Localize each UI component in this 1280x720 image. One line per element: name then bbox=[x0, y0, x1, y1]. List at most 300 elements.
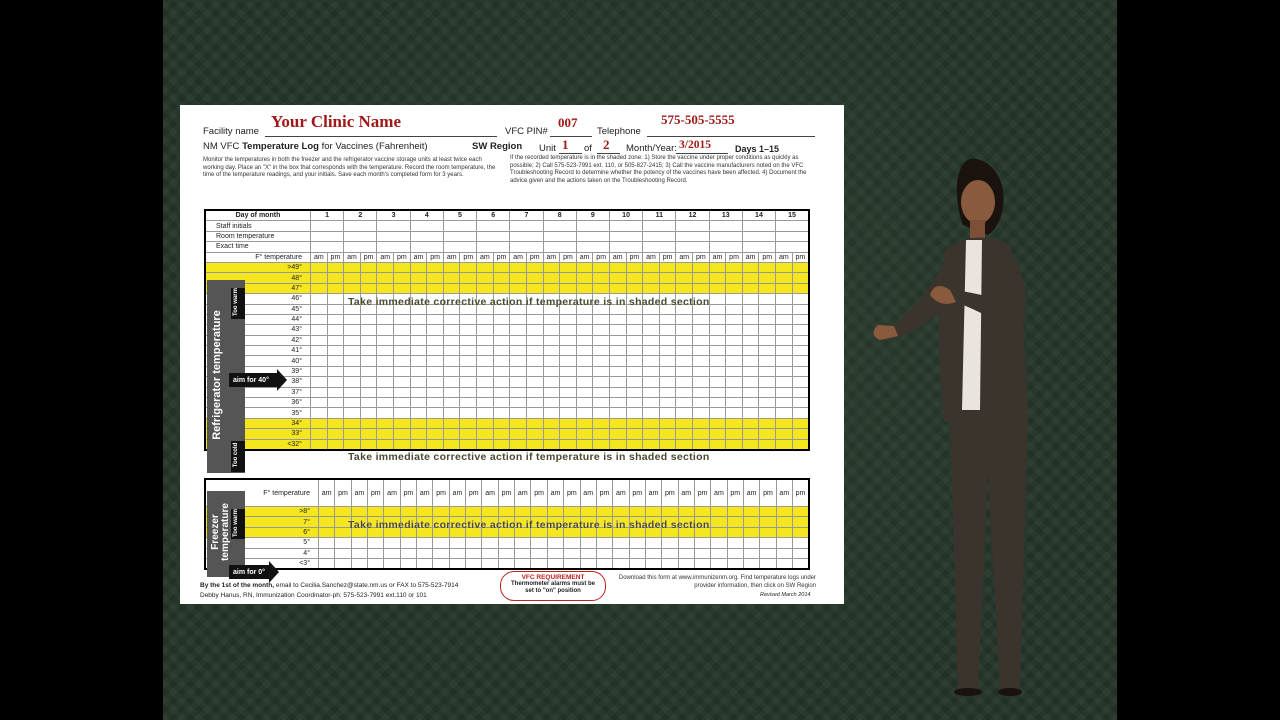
temp-cell[interactable] bbox=[344, 346, 361, 356]
temp-cell[interactable] bbox=[493, 314, 510, 324]
temp-cell[interactable] bbox=[311, 398, 328, 408]
temp-cell[interactable] bbox=[726, 387, 743, 397]
temp-cell[interactable] bbox=[742, 283, 759, 293]
temp-cell[interactable] bbox=[510, 398, 527, 408]
temp-cell[interactable] bbox=[344, 387, 361, 397]
temp-cell[interactable] bbox=[593, 418, 610, 428]
freezer-temp-cell[interactable] bbox=[482, 507, 498, 517]
entry-cell[interactable] bbox=[576, 242, 609, 252]
entry-cell[interactable] bbox=[477, 242, 510, 252]
freezer-temp-cell[interactable] bbox=[433, 507, 449, 517]
temp-cell[interactable] bbox=[776, 429, 793, 439]
temp-cell[interactable] bbox=[344, 418, 361, 428]
temp-cell[interactable] bbox=[643, 366, 660, 376]
temp-cell[interactable] bbox=[659, 366, 676, 376]
temp-cell[interactable] bbox=[526, 387, 543, 397]
temp-cell[interactable] bbox=[609, 408, 626, 418]
temp-cell[interactable] bbox=[344, 283, 361, 293]
temp-cell[interactable] bbox=[593, 408, 610, 418]
freezer-temp-cell[interactable] bbox=[613, 558, 629, 569]
temp-cell[interactable] bbox=[543, 366, 560, 376]
temp-cell[interactable] bbox=[560, 439, 577, 450]
temp-cell[interactable] bbox=[410, 398, 427, 408]
temp-cell[interactable] bbox=[477, 262, 494, 272]
temp-cell[interactable] bbox=[526, 356, 543, 366]
temp-cell[interactable] bbox=[477, 366, 494, 376]
freezer-temp-cell[interactable] bbox=[743, 548, 759, 558]
temp-cell[interactable] bbox=[443, 273, 460, 283]
temp-cell[interactable] bbox=[360, 346, 377, 356]
temp-cell[interactable] bbox=[427, 283, 444, 293]
freezer-temp-cell[interactable] bbox=[662, 507, 678, 517]
temp-cell[interactable] bbox=[493, 408, 510, 418]
freezer-temp-cell[interactable] bbox=[792, 527, 809, 537]
freezer-temp-cell[interactable] bbox=[792, 507, 809, 517]
freezer-temp-cell[interactable] bbox=[319, 507, 335, 517]
temp-cell[interactable] bbox=[576, 314, 593, 324]
temp-cell[interactable] bbox=[460, 418, 477, 428]
freezer-temp-cell[interactable] bbox=[760, 548, 776, 558]
temp-cell[interactable] bbox=[311, 377, 328, 387]
temp-cell[interactable] bbox=[709, 429, 726, 439]
temp-cell[interactable] bbox=[792, 356, 809, 366]
freezer-temp-cell[interactable] bbox=[564, 507, 580, 517]
entry-cell[interactable] bbox=[609, 242, 642, 252]
temp-cell[interactable] bbox=[493, 418, 510, 428]
temp-cell[interactable] bbox=[394, 387, 411, 397]
temp-cell[interactable] bbox=[742, 366, 759, 376]
temp-cell[interactable] bbox=[311, 356, 328, 366]
temp-cell[interactable] bbox=[726, 294, 743, 304]
entry-cell[interactable] bbox=[543, 221, 576, 231]
temp-cell[interactable] bbox=[360, 387, 377, 397]
temp-cell[interactable] bbox=[776, 304, 793, 314]
temp-cell[interactable] bbox=[360, 335, 377, 345]
temp-cell[interactable] bbox=[576, 418, 593, 428]
temp-cell[interactable] bbox=[443, 346, 460, 356]
temp-cell[interactable] bbox=[427, 366, 444, 376]
temp-cell[interactable] bbox=[726, 366, 743, 376]
temp-cell[interactable] bbox=[576, 325, 593, 335]
entry-cell[interactable] bbox=[643, 221, 676, 231]
temp-cell[interactable] bbox=[377, 273, 394, 283]
temp-cell[interactable] bbox=[560, 398, 577, 408]
freezer-temp-cell[interactable] bbox=[531, 507, 547, 517]
temp-cell[interactable] bbox=[659, 335, 676, 345]
freezer-temp-cell[interactable] bbox=[662, 548, 678, 558]
freezer-temp-cell[interactable] bbox=[760, 538, 776, 548]
temp-cell[interactable] bbox=[593, 377, 610, 387]
temp-cell[interactable] bbox=[327, 314, 344, 324]
temp-cell[interactable] bbox=[709, 346, 726, 356]
freezer-temp-cell[interactable] bbox=[449, 538, 465, 548]
temp-cell[interactable] bbox=[377, 398, 394, 408]
temp-cell[interactable] bbox=[311, 335, 328, 345]
temp-cell[interactable] bbox=[693, 377, 710, 387]
temp-cell[interactable] bbox=[327, 304, 344, 314]
temp-cell[interactable] bbox=[693, 429, 710, 439]
temp-cell[interactable] bbox=[676, 377, 693, 387]
temp-cell[interactable] bbox=[477, 325, 494, 335]
temp-cell[interactable] bbox=[543, 325, 560, 335]
temp-cell[interactable] bbox=[659, 273, 676, 283]
temp-cell[interactable] bbox=[759, 366, 776, 376]
freezer-temp-cell[interactable] bbox=[564, 548, 580, 558]
temp-cell[interactable] bbox=[693, 387, 710, 397]
temp-cell[interactable] bbox=[443, 314, 460, 324]
temp-cell[interactable] bbox=[327, 335, 344, 345]
freezer-temp-cell[interactable] bbox=[776, 538, 792, 548]
entry-cell[interactable] bbox=[410, 231, 443, 241]
temp-cell[interactable] bbox=[410, 325, 427, 335]
temp-cell[interactable] bbox=[477, 408, 494, 418]
temp-cell[interactable] bbox=[410, 366, 427, 376]
freezer-temp-cell[interactable] bbox=[400, 507, 416, 517]
freezer-temp-cell[interactable] bbox=[792, 538, 809, 548]
temp-cell[interactable] bbox=[792, 366, 809, 376]
temp-cell[interactable] bbox=[443, 429, 460, 439]
temp-cell[interactable] bbox=[759, 335, 776, 345]
entry-cell[interactable] bbox=[410, 242, 443, 252]
freezer-temp-cell[interactable] bbox=[727, 538, 743, 548]
temp-cell[interactable] bbox=[676, 387, 693, 397]
temp-cell[interactable] bbox=[344, 366, 361, 376]
freezer-temp-cell[interactable] bbox=[417, 548, 433, 558]
freezer-temp-cell[interactable] bbox=[335, 548, 351, 558]
temp-cell[interactable] bbox=[693, 283, 710, 293]
temp-cell[interactable] bbox=[726, 304, 743, 314]
temp-cell[interactable] bbox=[593, 429, 610, 439]
temp-cell[interactable] bbox=[460, 429, 477, 439]
freezer-temp-cell[interactable] bbox=[596, 558, 612, 569]
freezer-temp-cell[interactable] bbox=[449, 558, 465, 569]
freezer-temp-cell[interactable] bbox=[711, 507, 727, 517]
temp-cell[interactable] bbox=[626, 387, 643, 397]
temp-cell[interactable] bbox=[626, 377, 643, 387]
freezer-temp-cell[interactable] bbox=[596, 538, 612, 548]
freezer-temp-cell[interactable] bbox=[384, 558, 400, 569]
temp-cell[interactable] bbox=[443, 335, 460, 345]
temp-cell[interactable] bbox=[477, 346, 494, 356]
freezer-temp-cell[interactable] bbox=[645, 548, 661, 558]
entry-cell[interactable] bbox=[709, 242, 742, 252]
freezer-temp-cell[interactable] bbox=[564, 558, 580, 569]
temp-cell[interactable] bbox=[394, 283, 411, 293]
freezer-temp-cell[interactable] bbox=[580, 558, 596, 569]
freezer-temp-cell[interactable] bbox=[580, 538, 596, 548]
temp-cell[interactable] bbox=[709, 304, 726, 314]
temp-cell[interactable] bbox=[477, 429, 494, 439]
entry-cell[interactable] bbox=[576, 231, 609, 241]
temp-cell[interactable] bbox=[693, 314, 710, 324]
temp-cell[interactable] bbox=[676, 366, 693, 376]
temp-cell[interactable] bbox=[593, 314, 610, 324]
freezer-temp-cell[interactable] bbox=[368, 507, 384, 517]
temp-cell[interactable] bbox=[709, 408, 726, 418]
entry-cell[interactable] bbox=[709, 221, 742, 231]
temp-cell[interactable] bbox=[360, 429, 377, 439]
temp-cell[interactable] bbox=[643, 418, 660, 428]
temp-cell[interactable] bbox=[493, 398, 510, 408]
temp-cell[interactable] bbox=[709, 398, 726, 408]
freezer-temp-cell[interactable] bbox=[466, 538, 482, 548]
temp-cell[interactable] bbox=[742, 356, 759, 366]
temp-cell[interactable] bbox=[593, 283, 610, 293]
temp-cell[interactable] bbox=[560, 273, 577, 283]
temp-cell[interactable] bbox=[311, 346, 328, 356]
temp-cell[interactable] bbox=[477, 273, 494, 283]
temp-cell[interactable] bbox=[792, 273, 809, 283]
temp-cell[interactable] bbox=[643, 335, 660, 345]
freezer-temp-cell[interactable] bbox=[711, 538, 727, 548]
temp-cell[interactable] bbox=[394, 325, 411, 335]
temp-cell[interactable] bbox=[477, 418, 494, 428]
temp-cell[interactable] bbox=[609, 398, 626, 408]
freezer-temp-cell[interactable] bbox=[433, 538, 449, 548]
temp-cell[interactable] bbox=[709, 325, 726, 335]
freezer-temp-cell[interactable] bbox=[711, 517, 727, 527]
temp-cell[interactable] bbox=[726, 418, 743, 428]
temp-cell[interactable] bbox=[543, 273, 560, 283]
temp-cell[interactable] bbox=[526, 408, 543, 418]
temp-cell[interactable] bbox=[377, 418, 394, 428]
entry-cell[interactable] bbox=[576, 221, 609, 231]
temp-cell[interactable] bbox=[626, 366, 643, 376]
freezer-temp-cell[interactable] bbox=[531, 548, 547, 558]
temp-cell[interactable] bbox=[792, 429, 809, 439]
temp-cell[interactable] bbox=[726, 335, 743, 345]
freezer-temp-cell[interactable] bbox=[351, 548, 367, 558]
temp-cell[interactable] bbox=[593, 335, 610, 345]
freezer-temp-cell[interactable] bbox=[319, 517, 335, 527]
temp-cell[interactable] bbox=[742, 398, 759, 408]
temp-cell[interactable] bbox=[360, 325, 377, 335]
temp-cell[interactable] bbox=[377, 314, 394, 324]
temp-cell[interactable] bbox=[560, 314, 577, 324]
freezer-temp-cell[interactable] bbox=[384, 538, 400, 548]
temp-cell[interactable] bbox=[593, 439, 610, 450]
temp-cell[interactable] bbox=[360, 439, 377, 450]
temp-cell[interactable] bbox=[311, 325, 328, 335]
freezer-temp-cell[interactable] bbox=[678, 507, 694, 517]
temp-cell[interactable] bbox=[676, 356, 693, 366]
temp-cell[interactable] bbox=[360, 377, 377, 387]
entry-cell[interactable] bbox=[344, 242, 377, 252]
temp-cell[interactable] bbox=[394, 429, 411, 439]
freezer-temp-cell[interactable] bbox=[515, 507, 531, 517]
temp-cell[interactable] bbox=[659, 439, 676, 450]
temp-cell[interactable] bbox=[709, 294, 726, 304]
temp-cell[interactable] bbox=[742, 325, 759, 335]
temp-cell[interactable] bbox=[643, 262, 660, 272]
temp-cell[interactable] bbox=[759, 418, 776, 428]
temp-cell[interactable] bbox=[327, 377, 344, 387]
temp-cell[interactable] bbox=[776, 398, 793, 408]
temp-cell[interactable] bbox=[792, 262, 809, 272]
temp-cell[interactable] bbox=[460, 314, 477, 324]
temp-cell[interactable] bbox=[427, 387, 444, 397]
temp-cell[interactable] bbox=[609, 335, 626, 345]
temp-cell[interactable] bbox=[327, 429, 344, 439]
temp-cell[interactable] bbox=[526, 439, 543, 450]
freezer-temp-cell[interactable] bbox=[694, 507, 710, 517]
temp-cell[interactable] bbox=[493, 262, 510, 272]
temp-cell[interactable] bbox=[693, 366, 710, 376]
temp-cell[interactable] bbox=[327, 283, 344, 293]
temp-cell[interactable] bbox=[311, 294, 328, 304]
freezer-temp-cell[interactable] bbox=[662, 538, 678, 548]
freezer-temp-cell[interactable] bbox=[417, 538, 433, 548]
freezer-temp-cell[interactable] bbox=[645, 507, 661, 517]
temp-cell[interactable] bbox=[327, 262, 344, 272]
temp-cell[interactable] bbox=[676, 398, 693, 408]
temp-cell[interactable] bbox=[460, 408, 477, 418]
temp-cell[interactable] bbox=[377, 366, 394, 376]
temp-cell[interactable] bbox=[576, 377, 593, 387]
temp-cell[interactable] bbox=[776, 418, 793, 428]
temp-cell[interactable] bbox=[643, 273, 660, 283]
temp-cell[interactable] bbox=[643, 314, 660, 324]
temp-cell[interactable] bbox=[360, 283, 377, 293]
temp-cell[interactable] bbox=[360, 314, 377, 324]
temp-cell[interactable] bbox=[477, 356, 494, 366]
temp-cell[interactable] bbox=[477, 398, 494, 408]
temp-cell[interactable] bbox=[427, 418, 444, 428]
temp-cell[interactable] bbox=[460, 283, 477, 293]
entry-cell[interactable] bbox=[344, 231, 377, 241]
temp-cell[interactable] bbox=[643, 377, 660, 387]
temp-cell[interactable] bbox=[526, 283, 543, 293]
freezer-temp-cell[interactable] bbox=[400, 548, 416, 558]
temp-cell[interactable] bbox=[543, 377, 560, 387]
freezer-temp-cell[interactable] bbox=[678, 548, 694, 558]
freezer-temp-cell[interactable] bbox=[368, 548, 384, 558]
freezer-temp-cell[interactable] bbox=[613, 507, 629, 517]
temp-cell[interactable] bbox=[693, 398, 710, 408]
temp-cell[interactable] bbox=[676, 439, 693, 450]
temp-cell[interactable] bbox=[593, 325, 610, 335]
temp-cell[interactable] bbox=[377, 356, 394, 366]
freezer-temp-cell[interactable] bbox=[629, 538, 645, 548]
temp-cell[interactable] bbox=[410, 262, 427, 272]
entry-cell[interactable] bbox=[643, 242, 676, 252]
temp-cell[interactable] bbox=[609, 377, 626, 387]
temp-cell[interactable] bbox=[676, 273, 693, 283]
temp-cell[interactable] bbox=[643, 398, 660, 408]
temp-cell[interactable] bbox=[344, 273, 361, 283]
temp-cell[interactable] bbox=[643, 429, 660, 439]
temp-cell[interactable] bbox=[377, 377, 394, 387]
temp-cell[interactable] bbox=[327, 346, 344, 356]
temp-cell[interactable] bbox=[626, 314, 643, 324]
temp-cell[interactable] bbox=[410, 273, 427, 283]
freezer-temp-cell[interactable] bbox=[613, 548, 629, 558]
temp-cell[interactable] bbox=[344, 377, 361, 387]
temp-cell[interactable] bbox=[609, 439, 626, 450]
entry-cell[interactable] bbox=[311, 242, 344, 252]
temp-cell[interactable] bbox=[626, 418, 643, 428]
temp-cell[interactable] bbox=[377, 325, 394, 335]
freezer-temp-cell[interactable] bbox=[498, 548, 514, 558]
freezer-temp-cell[interactable] bbox=[760, 527, 776, 537]
temp-cell[interactable] bbox=[792, 304, 809, 314]
temp-cell[interactable] bbox=[410, 377, 427, 387]
temp-cell[interactable] bbox=[410, 418, 427, 428]
temp-cell[interactable] bbox=[460, 335, 477, 345]
temp-cell[interactable] bbox=[659, 262, 676, 272]
freezer-temp-cell[interactable] bbox=[368, 538, 384, 548]
temp-cell[interactable] bbox=[360, 262, 377, 272]
temp-cell[interactable] bbox=[626, 262, 643, 272]
temp-cell[interactable] bbox=[726, 377, 743, 387]
freezer-temp-cell[interactable] bbox=[776, 507, 792, 517]
temp-cell[interactable] bbox=[543, 314, 560, 324]
temp-cell[interactable] bbox=[792, 335, 809, 345]
temp-cell[interactable] bbox=[560, 262, 577, 272]
freezer-temp-cell[interactable] bbox=[792, 558, 809, 569]
freezer-temp-cell[interactable] bbox=[417, 558, 433, 569]
temp-cell[interactable] bbox=[327, 325, 344, 335]
freezer-temp-cell[interactable] bbox=[433, 548, 449, 558]
entry-cell[interactable] bbox=[344, 221, 377, 231]
temp-cell[interactable] bbox=[709, 262, 726, 272]
freezer-temp-cell[interactable] bbox=[515, 558, 531, 569]
entry-cell[interactable] bbox=[443, 231, 476, 241]
temp-cell[interactable] bbox=[776, 335, 793, 345]
temp-cell[interactable] bbox=[626, 429, 643, 439]
temp-cell[interactable] bbox=[510, 314, 527, 324]
entry-cell[interactable] bbox=[676, 221, 709, 231]
temp-cell[interactable] bbox=[776, 262, 793, 272]
temp-cell[interactable] bbox=[576, 262, 593, 272]
freezer-temp-cell[interactable] bbox=[727, 558, 743, 569]
temp-cell[interactable] bbox=[759, 408, 776, 418]
temp-cell[interactable] bbox=[311, 283, 328, 293]
freezer-temp-cell[interactable] bbox=[319, 558, 335, 569]
freezer-temp-cell[interactable] bbox=[629, 558, 645, 569]
freezer-temp-cell[interactable] bbox=[662, 558, 678, 569]
temp-cell[interactable] bbox=[526, 273, 543, 283]
temp-cell[interactable] bbox=[659, 346, 676, 356]
temp-cell[interactable] bbox=[443, 408, 460, 418]
entry-cell[interactable] bbox=[742, 242, 775, 252]
temp-cell[interactable] bbox=[443, 377, 460, 387]
temp-cell[interactable] bbox=[327, 387, 344, 397]
temp-cell[interactable] bbox=[493, 283, 510, 293]
temp-cell[interactable] bbox=[526, 262, 543, 272]
freezer-temp-cell[interactable] bbox=[645, 538, 661, 548]
temp-cell[interactable] bbox=[460, 325, 477, 335]
freezer-temp-cell[interactable] bbox=[743, 527, 759, 537]
temp-cell[interactable] bbox=[493, 366, 510, 376]
temp-cell[interactable] bbox=[377, 283, 394, 293]
temp-cell[interactable] bbox=[709, 356, 726, 366]
temp-cell[interactable] bbox=[643, 325, 660, 335]
temp-cell[interactable] bbox=[410, 439, 427, 450]
temp-cell[interactable] bbox=[510, 408, 527, 418]
temp-cell[interactable] bbox=[394, 314, 411, 324]
temp-cell[interactable] bbox=[593, 366, 610, 376]
temp-cell[interactable] bbox=[792, 283, 809, 293]
temp-cell[interactable] bbox=[493, 356, 510, 366]
temp-cell[interactable] bbox=[526, 314, 543, 324]
temp-cell[interactable] bbox=[776, 294, 793, 304]
temp-cell[interactable] bbox=[792, 346, 809, 356]
temp-cell[interactable] bbox=[676, 325, 693, 335]
temp-cell[interactable] bbox=[360, 273, 377, 283]
temp-cell[interactable] bbox=[643, 356, 660, 366]
freezer-temp-cell[interactable] bbox=[645, 558, 661, 569]
